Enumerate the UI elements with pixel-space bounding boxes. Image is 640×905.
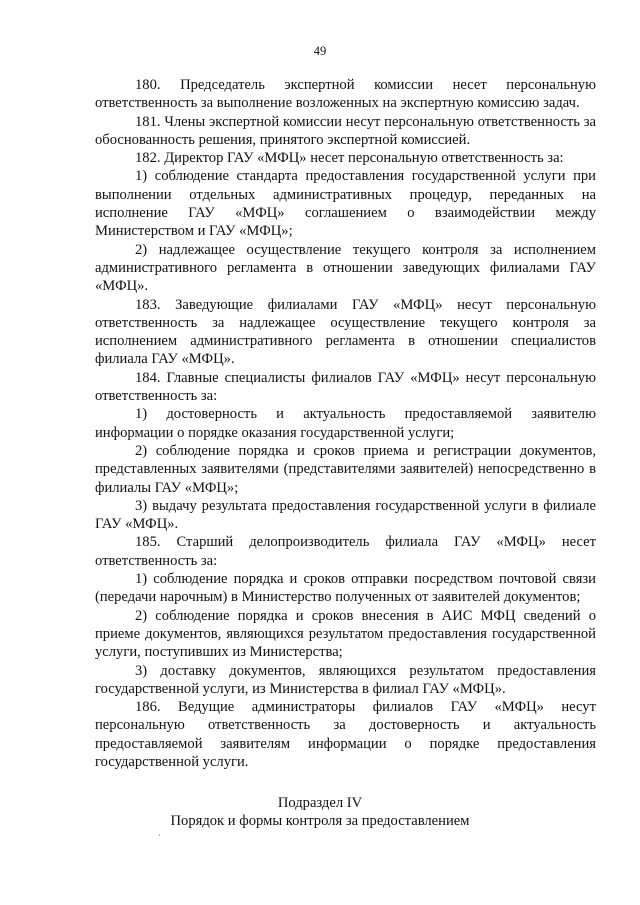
subsection-title: Порядок и формы контроля за предоставлением: [170, 813, 470, 829]
paragraph-182-item-2: 2) надлежащее осуществление текущего контроля за исполнением административного регламента в отношении заведующих филиалами ГАУ «МФЦ».: [95, 241, 596, 295]
subsection-label: Подраздел IV: [277, 795, 363, 811]
page-number: 49: [313, 44, 327, 58]
paragraph-182: 182. Директор ГАУ «МФЦ» несет персональную ответственность за:: [135, 150, 564, 167]
stray-mark: ·: [158, 830, 161, 840]
paragraph-185: 185. Старший делопроизводитель филиала ГАУ «МФЦ» несет ответственность за:: [95, 534, 596, 569]
paragraph-184-item-1: 1) достоверность и актуальность предоставляемой заявителю информации о порядке оказания государственной услуги;: [95, 406, 596, 441]
paragraph-183: 183. Заведующие филиалами ГАУ «МФЦ» несут персональную ответственность за надлежащее осуществление текущего контроля за исполнением административного регламента в отношении специалистов филиала ГАУ «МФЦ».: [95, 296, 596, 368]
paragraph-181: 181. Члены экспертной комиссии несут персональную ответственность за обоснованность решения, принятого экспертной комиссией.: [95, 113, 596, 148]
paragraph-186: 186. Ведущие администраторы филиалов ГАУ «МФЦ» несут персональную ответственность за достоверность и актуальность предоставляемой заявителям информации о порядке предоставления государственной услуги.: [95, 699, 596, 770]
paragraph-182-item-1: 1) соблюдение стандарта предоставления государственной услуги при выполнении отдельных административных процедур, переданных на исполнение ГАУ «МФЦ» соглашением о взаимодействии между Министерством и ГАУ «МФЦ»;: [95, 168, 596, 240]
document-body: [95, 76, 596, 771]
paragraph-184-item-3: 3) выдачу результата предоставления государственной услуги в филиале ГАУ «МФЦ».: [95, 497, 596, 533]
paragraph-180: 180. Председатель экспертной комиссии несет персональную ответственность за выполнение возложенных на экспертную комиссию задач.: [95, 77, 596, 112]
paragraph-185-item-2: 2) соблюдение порядка и сроков внесения в АИС МФЦ сведений о приеме документов, являющихся результатом предоставления государственной услуги, поступивших из Министерства;: [95, 607, 596, 661]
paragraph-185-item-1: 1) соблюдение порядка и сроков отправки посредством почтовой связи (передачи нарочным) в Министерство полученных от заявителей документов;: [95, 571, 596, 606]
paragraph-184-item-2: 2) соблюдение порядка и сроков приема и регистрации документов, представленных заявителями (представителями заявителей) непосредственно в филиалы ГАУ «МФЦ»;: [95, 442, 596, 496]
paragraph-184: 184. Главные специалисты филиалов ГАУ «МФЦ» несут персональную ответственность за:: [95, 369, 596, 405]
paragraph-185-item-3: 3) доставку документов, являющихся результатом предоставления государственной услуги, из Министерства в филиал ГАУ «МФЦ».: [95, 662, 596, 697]
